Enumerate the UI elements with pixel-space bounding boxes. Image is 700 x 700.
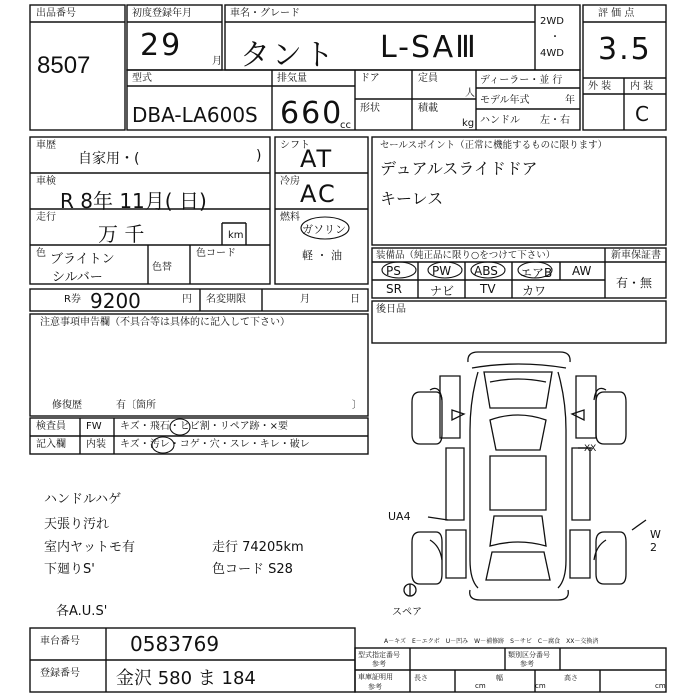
type-designation-ref: 参考 xyxy=(372,660,386,668)
dealer-label: ディーラー・並 行 xyxy=(480,75,563,86)
equipment-label: 装備品（純正品に限り○をつけて下さい） xyxy=(376,250,556,261)
equip-ps: PS xyxy=(386,264,401,278)
fuel-options: 軽 ・ 油 xyxy=(302,249,342,262)
model-label: 型式 xyxy=(132,73,152,84)
chassis-label: 車台番号 xyxy=(40,636,80,647)
damage-legend: A－キズ E－エクボ U－凹み W－補修跡 S－サビ C－腐食 XX－交換済 xyxy=(384,638,599,645)
reg-year-label: 初度登録年月 xyxy=(132,8,192,19)
model-year-label: モデル年式 xyxy=(480,95,530,106)
handle-label: ハンドル xyxy=(480,115,520,126)
fuel-label: 燃料 xyxy=(280,212,300,223)
ac-value: AC xyxy=(300,180,337,208)
width-label: 幅 xyxy=(496,674,503,682)
car-name-label: 車名・グレード xyxy=(230,8,300,19)
sales-points-label: セールスポイント（正常に機能するものに限ります） xyxy=(380,140,608,151)
shape-label: 形状 xyxy=(360,103,380,114)
person-unit: 人 xyxy=(465,88,475,99)
after-sale-label: 後日品 xyxy=(376,304,406,315)
grade-score-label: 評 価 点 xyxy=(598,8,635,19)
color-value-1: ブライトン xyxy=(50,252,115,267)
width-unit: cm xyxy=(535,682,546,690)
repair-value: 有〔箇所 xyxy=(116,400,156,411)
fw-items: キズ・飛石・ヒビ割・リペア跡・×要 xyxy=(120,421,288,432)
model-value: DBA-LA600S xyxy=(132,103,258,127)
color-value-2: シルバー xyxy=(52,270,103,285)
exterior-label: 外 装 xyxy=(588,81,612,92)
drive-2wd: 2WD xyxy=(540,16,564,27)
warranty-label: 新車保証書 xyxy=(611,250,661,261)
mileage-label: 走行 xyxy=(36,212,56,223)
recycle-yen-unit: 円 xyxy=(182,294,192,305)
category-label: 類別区分番号 xyxy=(508,651,550,659)
plate-label: 登録番号 xyxy=(40,668,80,679)
handwritten-note-6: 色コード S28 xyxy=(212,562,293,577)
year-unit: 年 xyxy=(565,95,575,106)
color-change-label: 色替 xyxy=(152,262,172,273)
handwritten-note-4: 下廻りS' xyxy=(44,562,95,577)
type-designation-label: 型式指定番号 xyxy=(358,651,400,659)
name-change-month: 月 xyxy=(300,294,310,305)
equip-abs: ABS xyxy=(474,264,498,278)
drive-4wd: 4WD xyxy=(540,48,564,59)
lot-label: 出品番号 xyxy=(36,8,76,19)
length-unit: cm xyxy=(475,682,486,690)
handwritten-note-2: 天張り汚れ xyxy=(44,517,110,532)
name-change-label: 名変期限 xyxy=(206,294,246,305)
handwritten-note-5: 走行 74205km xyxy=(212,540,304,555)
fuel-value: ガソリン xyxy=(302,223,346,236)
color-label: 色 xyxy=(36,248,46,259)
diagram-mark-w2: W2 xyxy=(650,528,661,554)
mileage-value: 万 千 xyxy=(98,222,145,246)
grade-value: L-SAⅢ xyxy=(380,30,478,65)
cert-ref: 参考 xyxy=(368,683,382,691)
length-label: 長さ xyxy=(414,674,428,682)
shift-value: AT xyxy=(300,145,334,173)
kg-unit: kg xyxy=(462,118,475,129)
cc-unit: cc xyxy=(340,120,351,131)
repair-close: 〕 xyxy=(352,400,362,411)
inspector-label: 検査員 xyxy=(36,421,66,432)
entry-label: 記入欄 xyxy=(36,439,66,450)
interior-items: キズ・汚レ・コゲ・穴・スレ・キレ・破レ xyxy=(120,439,310,450)
reg-year-value: 29 xyxy=(140,28,183,63)
category-ref: 参考 xyxy=(520,660,534,668)
door-label: ドア xyxy=(360,73,380,84)
drive-dot: ・ xyxy=(550,32,560,43)
handwritten-note-1: ハンドルハゲ xyxy=(44,492,122,507)
color-code-label: 色コード xyxy=(196,248,236,259)
interior-value: C xyxy=(635,102,649,126)
month-label: 月 xyxy=(212,56,222,67)
handle-options: 左・右 xyxy=(540,115,570,126)
spare-label: スペア xyxy=(392,607,422,618)
height-unit: cm xyxy=(655,682,666,690)
equip-sr: SR xyxy=(386,282,402,296)
notes-label: 注意事項申告欄（不具合等は具体的に記入して下さい） xyxy=(40,317,290,328)
history-label: 車歴 xyxy=(36,140,56,151)
repair-label: 修復歴 xyxy=(52,400,82,411)
cert-label: 車庫証明用 xyxy=(358,673,393,681)
height-label: 高さ xyxy=(564,674,578,682)
equip-leather: カワ xyxy=(522,284,547,298)
warranty-value: 有・無 xyxy=(616,276,653,290)
plate-value: 金沢 580 ま 184 xyxy=(116,668,256,689)
car-name-value: タント xyxy=(240,38,336,73)
interior-items-label: 内装 xyxy=(86,439,106,450)
sales-point-1: デュアルスライドドア xyxy=(380,159,538,178)
diagram-mark-ua4: UA4 xyxy=(388,510,411,523)
diagram-mark-xx: XX xyxy=(584,444,597,454)
shift-label: シフト xyxy=(280,140,310,151)
name-change-day: 日 xyxy=(350,294,360,305)
equip-aw: AW xyxy=(572,264,592,278)
load-label: 積載 xyxy=(418,103,438,114)
equip-pw: PW xyxy=(432,264,452,278)
recycle-label: R券 xyxy=(64,294,81,305)
equip-tv: TV xyxy=(480,282,496,296)
km-unit: km xyxy=(228,230,244,241)
capacity-label: 定員 xyxy=(418,73,438,84)
displacement-value: 660 xyxy=(280,96,344,131)
interior-label: 内 装 xyxy=(630,81,654,92)
recycle-value: 9200 xyxy=(90,289,141,313)
shaken-value: R 8年 11月( 日) xyxy=(60,189,207,213)
handwritten-note-7: 各A.U.S' xyxy=(56,604,108,619)
equip-navi: ナビ xyxy=(430,284,455,298)
lot-number: 8507 xyxy=(37,52,91,79)
displacement-label: 排気量 xyxy=(277,73,307,84)
history-value: 自家用・( xyxy=(78,151,140,167)
sales-point-2: キーレス xyxy=(380,189,444,208)
handwritten-note-3: 室内ヤットモ有 xyxy=(44,540,136,555)
shaken-label: 車検 xyxy=(36,176,56,187)
fw-label: FW xyxy=(86,421,102,432)
equip-airbag: エアB xyxy=(520,266,553,280)
ac-label: 冷房 xyxy=(280,176,300,187)
history-close: ) xyxy=(256,148,262,164)
grade-score-value: 3.5 xyxy=(598,32,652,67)
chassis-value: 0583769 xyxy=(130,632,220,656)
